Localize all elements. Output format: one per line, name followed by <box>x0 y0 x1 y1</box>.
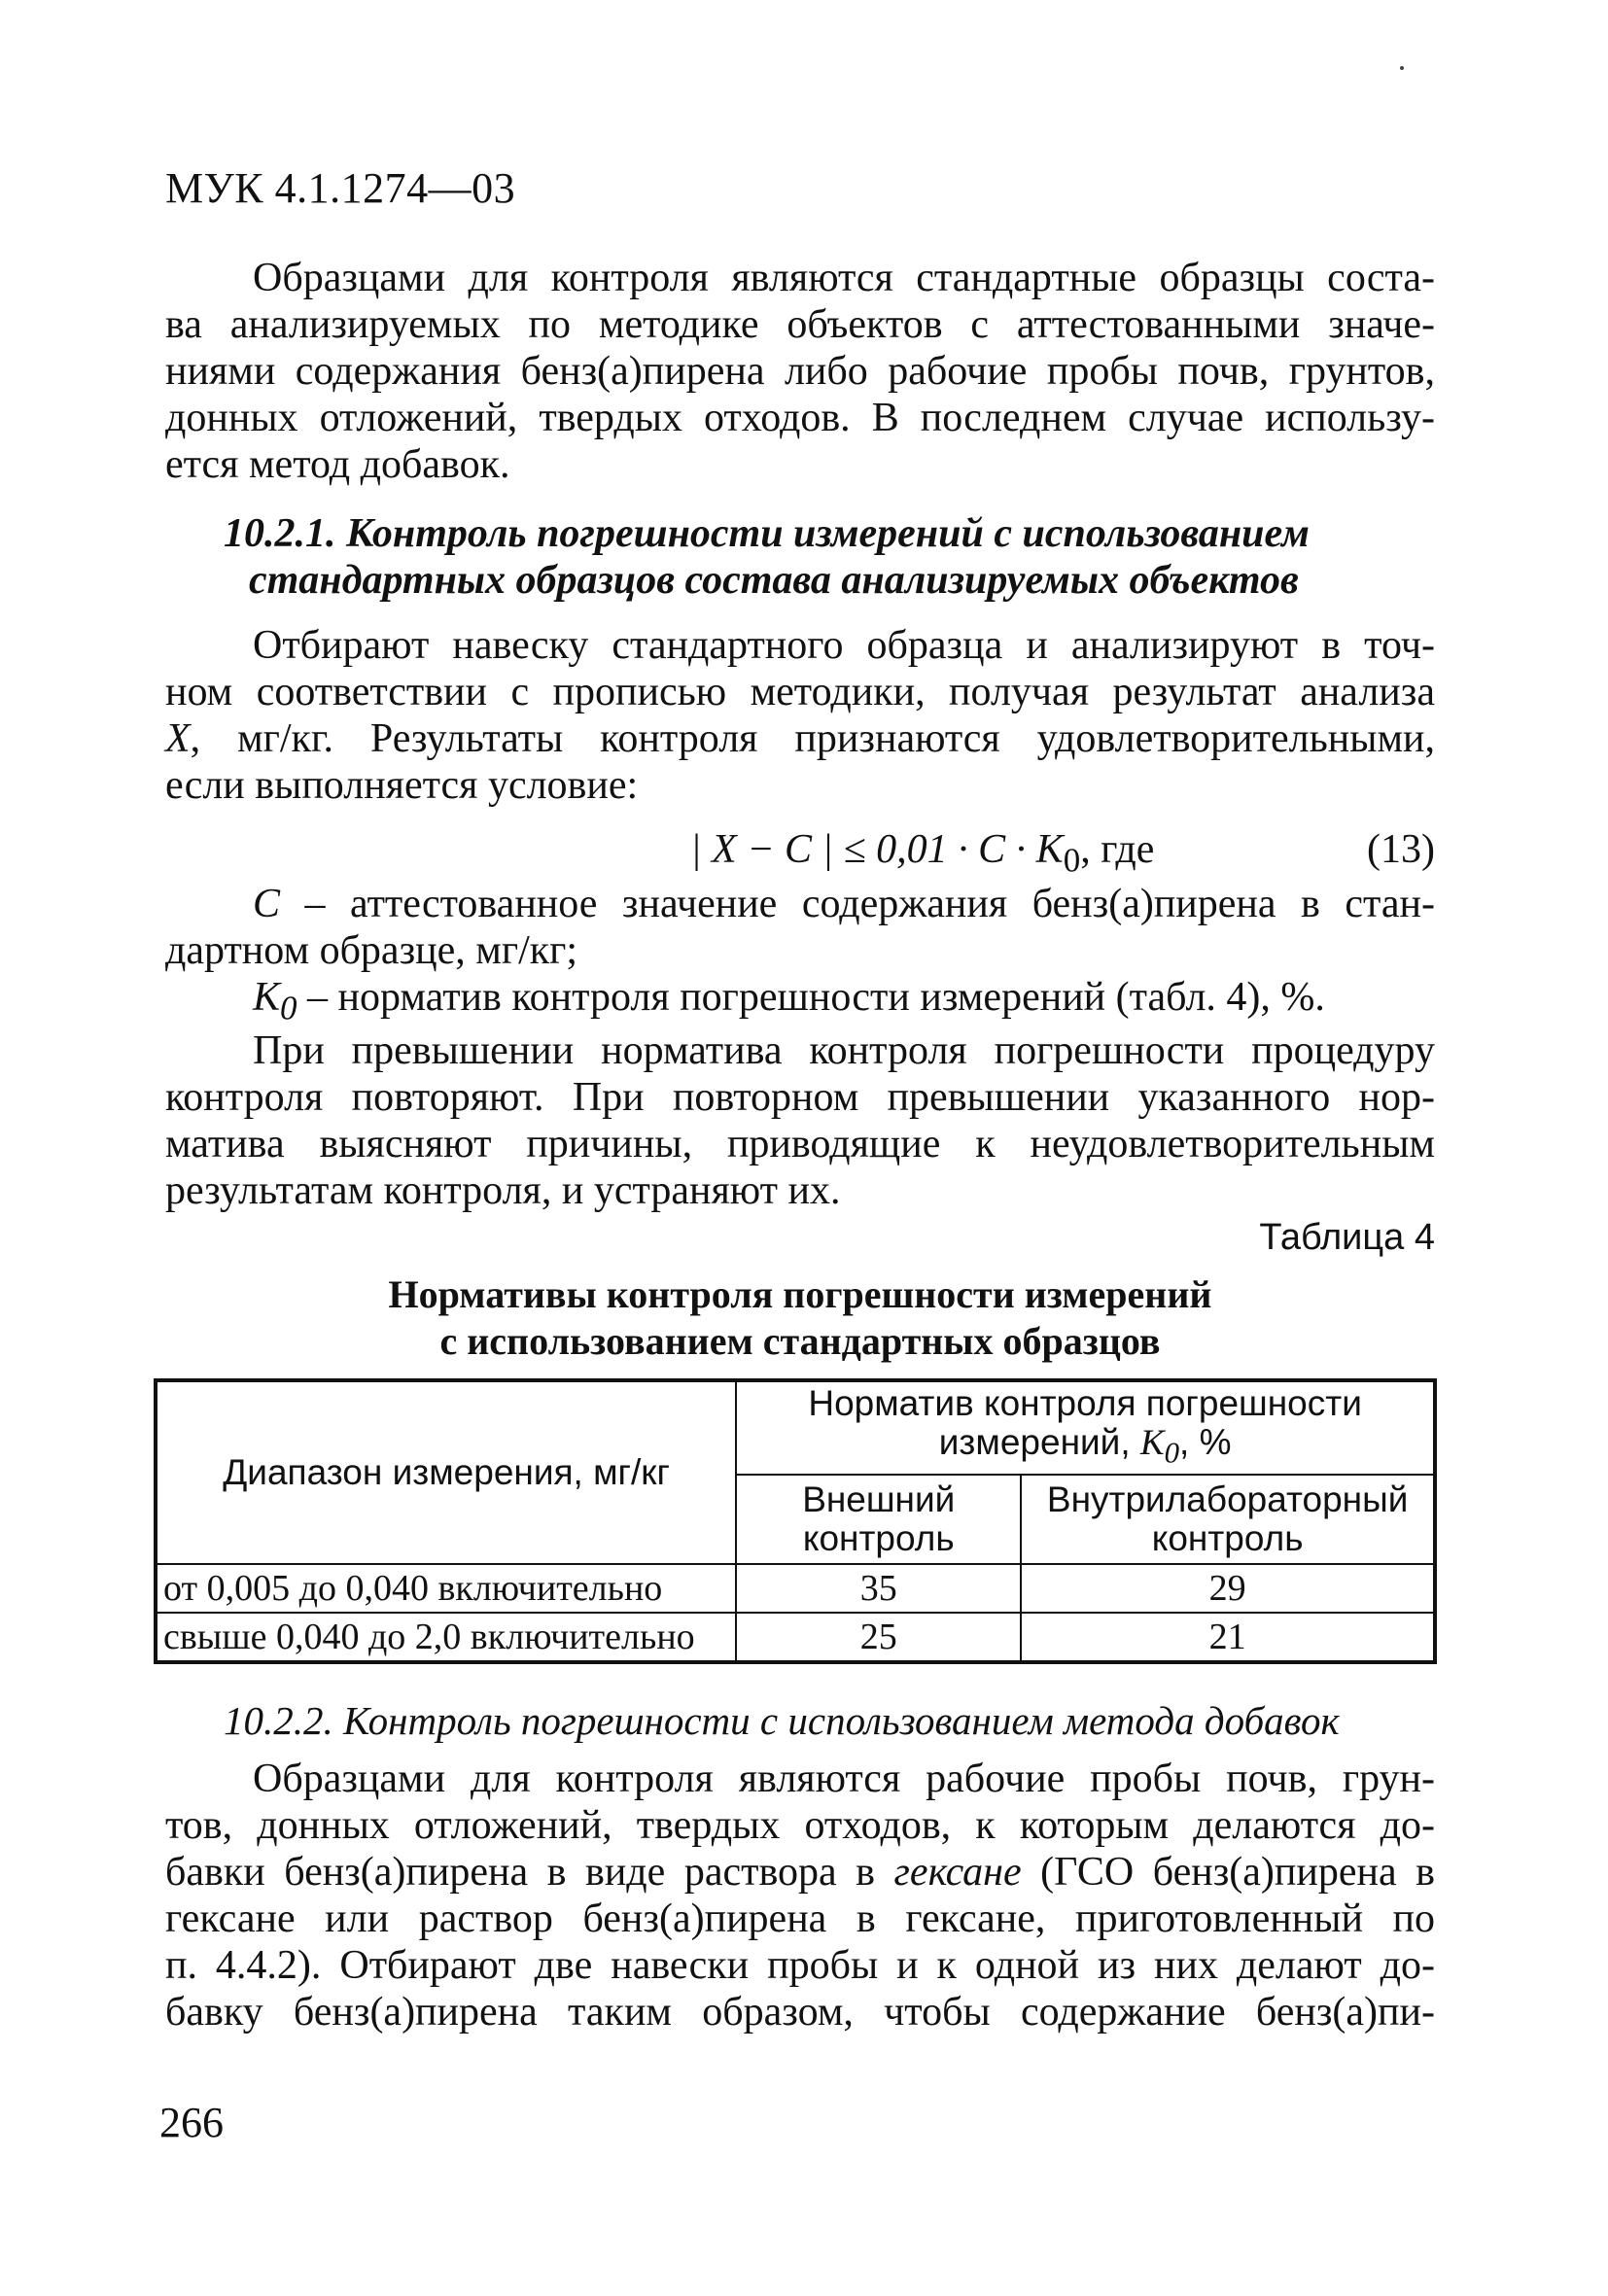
text-line: ниями содержания бенз(а)пирена либо рабочие пробы почв, грунтов, <box>165 349 1435 394</box>
k-symbol: K <box>1139 1423 1165 1463</box>
norms-table <box>154 1378 1437 1664</box>
cell-external: 25 <box>736 1613 1021 1662</box>
table-container <box>154 1378 1437 1664</box>
scan-speck <box>1400 66 1404 70</box>
text-line <box>165 974 1435 1027</box>
formula-right: , где <box>1080 827 1155 872</box>
formula-number: (13) <box>1367 827 1435 872</box>
cell-internal: 29 <box>1021 1564 1435 1613</box>
cell-external: 35 <box>736 1564 1021 1613</box>
k-symbol: K <box>253 975 281 1020</box>
text-fragment: бавки бенз(а)пирена в виде раствора в <box>165 1850 894 1895</box>
column-header-norm <box>736 1380 1435 1475</box>
formula-13 <box>165 826 1435 880</box>
table-label: Таблица 4 <box>1259 1217 1435 1258</box>
cell-range: свыше 0,040 до 2,0 включительно <box>156 1613 736 1662</box>
text-line: Отбирают навеску стандартного образца и анализируют в точ- <box>253 623 1435 668</box>
k-subscript: 0 <box>1164 1436 1180 1470</box>
text-line: бавку бенз(а)пирена таким образом, чтобы содержание бенз(а)пи- <box>165 1990 1435 2035</box>
cell-internal: 21 <box>1021 1613 1435 1662</box>
text-line: Образцами для контроля являются рабочие пробы почв, грун- <box>253 1757 1435 1801</box>
table-title <box>165 1271 1435 1365</box>
text-fragment: (ГСО бенз(а)пирена в <box>1021 1850 1435 1895</box>
formula-subscript: 0 <box>1063 841 1081 880</box>
header-line: контроль <box>802 1518 955 1559</box>
section-10-2-2-paragraph <box>165 1756 1435 2035</box>
header-fragment: измерений, <box>938 1422 1140 1462</box>
column-header-range: Диапазон измерения, мг/кг <box>156 1380 736 1564</box>
page-number: 266 <box>159 2099 224 2146</box>
text-line: донных отложений, твердых отходов. В последнем случае использу- <box>165 396 1435 440</box>
table-title-line: с использованием стандартных образцов <box>439 1319 1161 1363</box>
intro-paragraph <box>165 255 1435 488</box>
table-row <box>156 1613 1435 1662</box>
c-symbol: C <box>253 882 281 926</box>
table-header-row <box>156 1380 1435 1475</box>
table-row <box>156 1564 1435 1613</box>
definitions <box>165 881 1435 1027</box>
x-symbol: X <box>165 716 191 761</box>
section-10-2-1-paragraph <box>165 622 1435 809</box>
cell-range: от 0,005 до 0,040 включительно <box>156 1564 736 1613</box>
text-line: При превышении норматива контроля погрешности процедуру <box>253 1028 1435 1073</box>
text-fragment: – норматив контроля погрешности измерений (табл. 4), %. <box>297 975 1325 1020</box>
repeat-paragraph <box>165 1027 1435 1214</box>
text-line: ется метод добавок. <box>165 442 510 487</box>
header-fragment: , % <box>1179 1422 1232 1462</box>
text-line <box>165 1849 1435 1896</box>
header-line: контроль <box>1151 1518 1304 1559</box>
formula-left: | X − C | ≤ 0,01 · C · K <box>690 827 1064 872</box>
text-fragment: – аттестованное значение содержания бенз(а)пирена в стан- <box>280 882 1435 926</box>
text-line: если выполняется условие: <box>165 763 639 808</box>
text-line <box>165 881 1435 927</box>
header-line <box>743 1423 1427 1472</box>
text-line: ном соответствии с прописью методики, получая результат анализа <box>165 670 1435 714</box>
heading-line: стандартных образцов состава анализируемых объектов <box>249 558 1299 603</box>
text-line: дартном образце, мг/кг; <box>165 928 578 973</box>
italic-term: гексане <box>893 1850 1022 1895</box>
header-line: Норматив контроля погрешности <box>808 1383 1362 1423</box>
column-header-internal <box>1021 1475 1435 1564</box>
text-line: гексане или раствор бенз(а)пирена в гексане, приготовленный по <box>165 1896 1435 1941</box>
table-title-line: Нормативы контроля погрешности измерений <box>388 1272 1212 1316</box>
section-heading-10-2-1 <box>224 510 1390 604</box>
text-line: контроля повторяют. При повторном превышении указанного нор- <box>165 1075 1435 1120</box>
text-line: тов, донных отложений, твердых отходов, к которым делаются до- <box>165 1803 1435 1848</box>
column-header-external <box>736 1475 1021 1564</box>
heading-line: 10.2.1. Контроль погрешности измерений с использованием <box>224 511 1310 556</box>
formula-expression <box>690 826 1154 884</box>
text-line: Образцами для контроля являются стандартные образцы соста- <box>253 256 1435 300</box>
k-subscript: 0 <box>280 989 297 1027</box>
text-line: матива выясняют причины, приводящие к неудовлетворительным <box>165 1122 1435 1166</box>
text-line <box>165 715 1435 762</box>
text-line: п. 4.4.2). Отбирают две навески пробы и к одной из них делают до- <box>165 1943 1435 1988</box>
section-heading-10-2-2: 10.2.2. Контроль погрешности с использованием метода добавок <box>224 1698 1340 1743</box>
text-line: ва анализируемых по методике объектов с аттестованными значе- <box>165 302 1435 347</box>
header-line: Внешний <box>802 1479 956 1520</box>
text-fragment: , мг/кг. Результаты контроля признаются удовлетворительными, <box>190 716 1435 761</box>
text-line: результатам контроля, и устраняют их. <box>165 1168 841 1213</box>
document-code: МУК 4.1.1274—03 <box>165 164 516 212</box>
header-line: Внутрилабораторный <box>1046 1479 1409 1520</box>
